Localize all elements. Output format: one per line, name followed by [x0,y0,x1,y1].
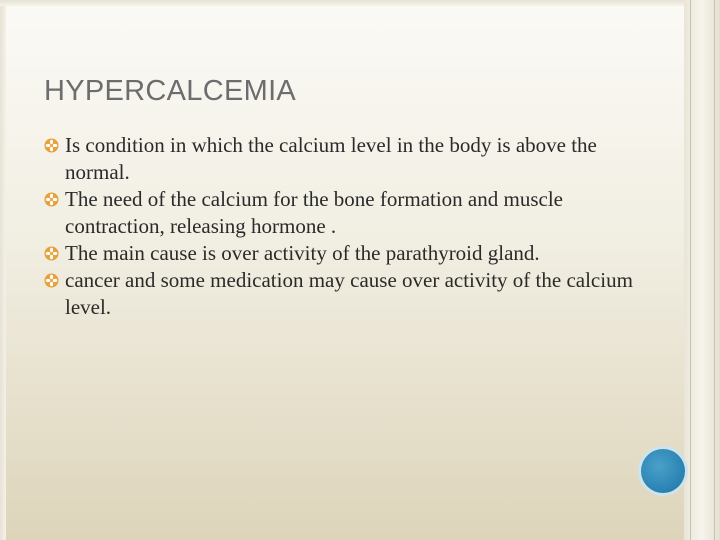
decorative-circle [641,449,685,493]
flower-bullet-icon [44,138,59,153]
slide-frame-left [0,0,6,540]
flower-bullet-icon [44,192,59,207]
slide-title: HYPERCALCEMIA [44,75,297,107]
bullet-item [44,132,644,186]
flower-bullet-icon [44,273,59,288]
bullet-list [44,132,644,321]
bullet-text: cancer and some medication may cause over activity of the calcium level. [65,268,633,319]
flower-bullet-icon [44,246,59,261]
frame-line [690,0,691,540]
bullet-item [44,267,644,321]
bullet-text: Is condition in which the calcium level in the body is above the normal. [65,133,597,184]
bullet-item [44,240,644,267]
bullet-text: The need of the calcium for the bone formation and muscle contraction, releasing hormone . [65,187,563,238]
slide-frame-top [0,0,720,6]
frame-line [714,0,715,540]
slide-frame-right [684,0,720,540]
bullet-item [44,186,644,240]
bullet-text: The main cause is over activity of the parathyroid gland. [65,241,540,265]
